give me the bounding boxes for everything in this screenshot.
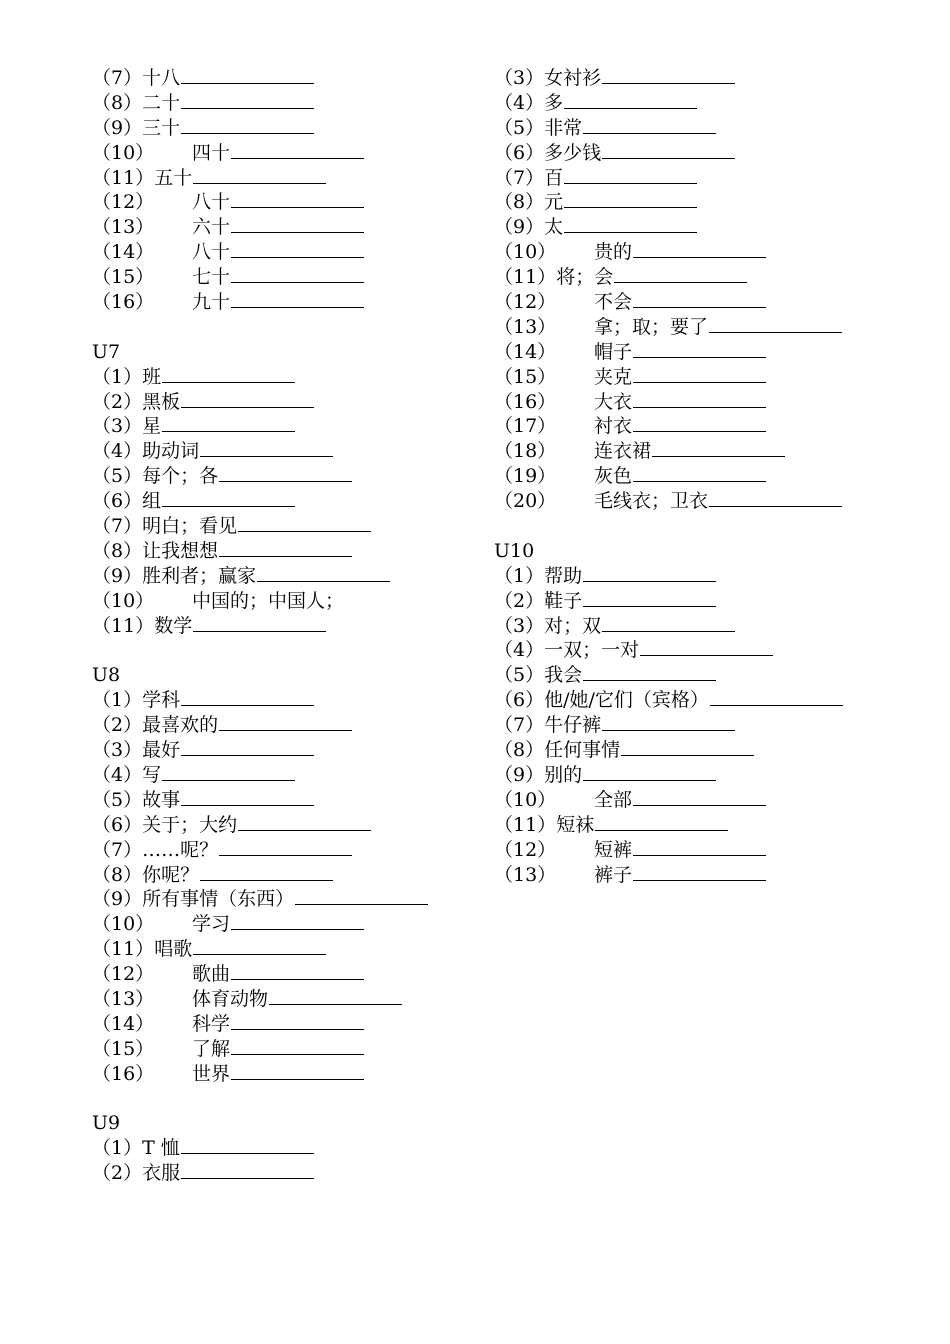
item-number: （5）: [92, 788, 143, 811]
answer-blank-line[interactable]: [231, 206, 364, 208]
item-term: 七十: [192, 266, 231, 289]
item-number: （9）: [92, 888, 143, 911]
vocab-item: [92, 1037, 492, 1062]
unit-heading: U7: [92, 340, 121, 363]
item-term: 世界: [192, 1062, 231, 1085]
item-term: 太: [544, 216, 564, 239]
vocab-item: [92, 589, 492, 614]
item-term: 非常: [544, 116, 583, 139]
answer-blank-line[interactable]: [709, 505, 842, 507]
vocab-item: [92, 713, 492, 738]
answer-blank-line[interactable]: [181, 132, 314, 134]
item-term: 将；会: [556, 266, 614, 289]
vocab-item: [92, 1062, 492, 1087]
item-number: （13）: [494, 315, 557, 338]
item-term: 衬衣: [594, 415, 633, 438]
item-term: 黑板: [142, 390, 181, 413]
item-term: 你呢？: [142, 863, 200, 886]
vocab-item: [92, 91, 492, 116]
vocab-item: [494, 439, 914, 464]
vocab-item: [92, 141, 492, 166]
answer-blank-line[interactable]: [614, 281, 747, 283]
item-number: （16）: [494, 390, 557, 413]
answer-blank-line[interactable]: [602, 82, 735, 84]
answer-blank-line[interactable]: [231, 231, 364, 233]
item-number: （4）: [494, 639, 545, 662]
answer-blank-line[interactable]: [181, 406, 314, 408]
item-number: （8）: [494, 739, 545, 762]
item-term: 短裤: [594, 838, 633, 861]
item-term: 女衬衫: [544, 67, 602, 89]
answer-blank-line[interactable]: [200, 879, 333, 881]
item-term: ……呢？: [142, 838, 219, 861]
item-term: 五十: [154, 166, 193, 189]
item-number: （1）: [92, 365, 143, 388]
item-number: （12）: [92, 191, 155, 214]
item-term: 别的: [544, 763, 583, 786]
answer-blank-line[interactable]: [602, 729, 735, 731]
item-number: （3）: [92, 739, 143, 762]
item-term: 多: [544, 91, 564, 114]
item-number: （6）: [494, 141, 545, 164]
vocab-item: [92, 539, 492, 564]
item-number: （14）: [92, 241, 155, 264]
vocab-item: [494, 414, 914, 439]
item-term: 二十: [142, 91, 181, 114]
item-term: 多少钱: [544, 141, 602, 164]
answer-blank-line[interactable]: [633, 306, 766, 308]
vocab-item: [494, 863, 914, 888]
answer-blank-line[interactable]: [231, 928, 364, 930]
item-term: 组: [142, 490, 162, 513]
item-number: （7）: [494, 714, 545, 737]
vocab-item: [494, 265, 914, 290]
vocab-item: [494, 91, 914, 116]
section-u6: [92, 66, 492, 315]
item-term: 四十: [192, 141, 231, 164]
item-term: 十八: [142, 67, 181, 89]
item-number: （16）: [92, 291, 155, 314]
item-number: （10）: [494, 241, 557, 264]
item-term: 元: [544, 191, 564, 214]
vocab-item: [494, 564, 914, 589]
answer-blank-line[interactable]: [710, 704, 843, 706]
vocab-item: [494, 638, 914, 663]
item-number: （10）: [92, 913, 155, 936]
vocab-item: [494, 713, 914, 738]
answer-blank-line[interactable]: [162, 381, 295, 383]
item-number: （6）: [494, 689, 545, 712]
vocab-item: [92, 439, 492, 464]
answer-blank-line[interactable]: [564, 107, 697, 109]
vocab-item: [494, 614, 914, 639]
item-number: （18）: [494, 440, 557, 463]
answer-blank-line[interactable]: [231, 978, 364, 980]
section-u10: [494, 539, 914, 887]
item-term: 胜利者；赢家: [142, 564, 257, 587]
vocab-item: [92, 738, 492, 763]
item-number: （7）: [92, 515, 143, 538]
vocab-item: [92, 1136, 492, 1161]
item-term: 关于；大约: [142, 813, 238, 836]
item-term: 班: [142, 365, 162, 388]
vocab-item: [92, 66, 492, 91]
left-column: [92, 66, 492, 1186]
item-term: 短袜: [556, 813, 595, 836]
item-term: 九十: [192, 291, 231, 314]
item-term: 科学: [192, 1012, 231, 1035]
item-number: （11）: [92, 614, 155, 637]
answer-blank-line[interactable]: [633, 356, 766, 358]
item-term: 明白；看见: [142, 515, 238, 538]
unit-heading: U8: [92, 664, 121, 687]
answer-blank-line[interactable]: [231, 157, 364, 159]
item-number: （9）: [494, 216, 545, 239]
answer-blank-line[interactable]: [633, 406, 766, 408]
item-number: （11）: [92, 166, 155, 189]
item-number: （12）: [494, 838, 557, 861]
answer-blank-line[interactable]: [200, 455, 333, 457]
vocab-item: [494, 365, 914, 390]
vocab-item: [92, 365, 492, 390]
answer-blank-line[interactable]: [231, 281, 364, 283]
unit-heading: U9: [92, 1112, 121, 1135]
vocab-item: [92, 166, 492, 191]
item-term: 连衣裙: [594, 440, 652, 463]
item-number: （8）: [92, 91, 143, 114]
answer-blank-line[interactable]: [633, 430, 766, 432]
item-term: 对；双: [544, 614, 602, 637]
vocab-item: [92, 788, 492, 813]
answer-blank-line[interactable]: [595, 829, 728, 831]
item-term: 百: [544, 166, 564, 189]
vocab-item: [92, 390, 492, 415]
vocab-item: [494, 215, 914, 240]
item-term: 让我想想: [142, 539, 219, 562]
section-u8: [92, 663, 492, 1086]
answer-blank-line[interactable]: [633, 854, 766, 856]
item-number: （2）: [92, 714, 143, 737]
answer-blank-line[interactable]: [238, 829, 371, 831]
answer-blank-line[interactable]: [583, 779, 716, 781]
answer-blank-line[interactable]: [219, 854, 352, 856]
answer-blank-line[interactable]: [583, 679, 716, 681]
answer-blank-line[interactable]: [564, 182, 697, 184]
answer-blank-line[interactable]: [602, 630, 735, 632]
item-term: 帽子: [594, 340, 633, 363]
item-number: （14）: [494, 340, 557, 363]
item-term: 助动词: [142, 440, 200, 463]
item-number: （3）: [494, 67, 545, 89]
item-number: （10）: [92, 141, 155, 164]
item-term: 不会: [594, 291, 633, 314]
item-term: 八十: [192, 241, 231, 264]
item-term: 灰色: [594, 465, 633, 488]
unit-heading: U10: [494, 539, 535, 562]
item-number: （13）: [494, 863, 557, 886]
item-number: （5）: [92, 465, 143, 488]
item-number: （19）: [494, 465, 557, 488]
answer-blank-line[interactable]: [633, 879, 766, 881]
item-number: （7）: [92, 838, 143, 861]
vocab-item: [494, 838, 914, 863]
item-term: 衣服: [142, 1162, 181, 1185]
answer-blank-line[interactable]: [257, 580, 390, 582]
item-number: （10）: [494, 788, 557, 811]
item-term: 中国的；中国人；: [192, 589, 345, 612]
answer-blank-line[interactable]: [162, 430, 295, 432]
vocab-item: [494, 464, 914, 489]
item-number: （6）: [92, 490, 143, 513]
item-number: （13）: [92, 216, 155, 239]
item-number: （15）: [494, 365, 557, 388]
vocab-item: [494, 290, 914, 315]
vocab-item: [92, 564, 492, 589]
vocab-item: [92, 514, 492, 539]
item-term: 六十: [192, 216, 231, 239]
item-number: （8）: [92, 863, 143, 886]
item-number: （12）: [92, 963, 155, 986]
item-term: 体育动物: [192, 987, 269, 1010]
item-number: （3）: [494, 614, 545, 637]
item-number: （8）: [494, 191, 545, 214]
item-term: 写: [142, 763, 162, 786]
item-number: （4）: [92, 440, 143, 463]
item-number: （9）: [494, 763, 545, 786]
item-term: 他/她/它们（宾格）: [544, 689, 709, 712]
vocab-item: [494, 663, 914, 688]
item-number: （2）: [494, 589, 545, 612]
answer-blank-line[interactable]: [181, 804, 314, 806]
item-term: 一双；一对: [544, 639, 640, 662]
answer-blank-line[interactable]: [193, 182, 326, 184]
item-number: （17）: [494, 415, 557, 438]
item-number: （20）: [494, 490, 557, 513]
vocab-item: [92, 414, 492, 439]
item-number: （6）: [92, 813, 143, 836]
item-number: （7）: [494, 166, 545, 189]
item-term: 三十: [142, 116, 181, 139]
answer-blank-line[interactable]: [583, 580, 716, 582]
item-number: （1）: [92, 1137, 143, 1160]
item-number: （11）: [494, 813, 557, 836]
section-u7: [92, 340, 492, 639]
vocab-item: [92, 937, 492, 962]
answer-blank-line[interactable]: [193, 630, 326, 632]
vocab-item: [92, 116, 492, 141]
answer-blank-line[interactable]: [181, 1177, 314, 1179]
answer-blank-line[interactable]: [583, 132, 716, 134]
vocab-item: [92, 464, 492, 489]
item-term: 贵的: [594, 241, 633, 264]
item-number: （1）: [92, 689, 143, 712]
item-term: T 恤: [142, 1137, 180, 1160]
answer-blank-line[interactable]: [564, 231, 697, 233]
vocab-item: [494, 813, 914, 838]
item-term: 鞋子: [544, 589, 583, 612]
answer-blank-line[interactable]: [633, 256, 766, 258]
item-number: （1）: [494, 564, 545, 587]
answer-blank-line[interactable]: [219, 480, 352, 482]
vocab-item: [494, 315, 914, 340]
answer-blank-line[interactable]: [219, 729, 352, 731]
item-term: 故事: [142, 788, 181, 811]
vocab-item: [494, 166, 914, 191]
answer-blank-line[interactable]: [231, 1028, 364, 1030]
vocab-item: [494, 190, 914, 215]
vocab-item: [92, 265, 492, 290]
item-number: （7）: [92, 67, 143, 89]
item-number: （9）: [92, 116, 143, 139]
item-term: 牛仔裤: [544, 714, 602, 737]
item-number: （14）: [92, 1012, 155, 1035]
vocab-item: [494, 390, 914, 415]
answer-blank-line[interactable]: [162, 505, 295, 507]
vocab-item: [494, 688, 914, 713]
answer-blank-line[interactable]: [602, 157, 735, 159]
answer-blank-line[interactable]: [633, 804, 766, 806]
vocab-item: [92, 887, 492, 912]
answer-blank-line[interactable]: [269, 1003, 402, 1005]
vocab-item: [494, 141, 914, 166]
item-number: （4）: [92, 763, 143, 786]
item-term: 每个；各: [142, 465, 219, 488]
item-term: 学习: [192, 913, 231, 936]
vocab-item: [494, 589, 914, 614]
answer-blank-line[interactable]: [621, 754, 754, 756]
vocab-item: [92, 813, 492, 838]
item-number: （3）: [92, 415, 143, 438]
item-term: 最好: [142, 739, 181, 762]
vocab-item: [92, 962, 492, 987]
vocab-item: [494, 240, 914, 265]
vocab-item: [494, 489, 914, 514]
item-term: 学科: [142, 689, 181, 712]
item-number: （2）: [92, 1162, 143, 1185]
answer-blank-line[interactable]: [162, 779, 295, 781]
item-term: 星: [142, 415, 162, 438]
item-number: （9）: [92, 564, 143, 587]
item-number: （10）: [92, 589, 155, 612]
right-column: [494, 66, 914, 887]
vocab-item: [92, 190, 492, 215]
answer-blank-line[interactable]: [633, 480, 766, 482]
answer-blank-line[interactable]: [181, 704, 314, 706]
item-term: 大衣: [594, 390, 633, 413]
vocab-item: [92, 688, 492, 713]
vocab-item: [92, 614, 492, 639]
vocab-item: [494, 788, 914, 813]
item-number: （2）: [92, 390, 143, 413]
item-term: 任何事情: [544, 739, 621, 762]
answer-blank-line[interactable]: [295, 903, 428, 905]
item-number: （5）: [494, 116, 545, 139]
vocab-item: [494, 116, 914, 141]
vocab-item: [494, 66, 914, 91]
answer-blank-line[interactable]: [652, 455, 785, 457]
item-number: （15）: [92, 266, 155, 289]
answer-blank-line[interactable]: [231, 306, 364, 308]
vocab-item: [92, 215, 492, 240]
answer-blank-line[interactable]: [709, 331, 842, 333]
answer-blank-line[interactable]: [231, 256, 364, 258]
answer-blank-line[interactable]: [583, 605, 716, 607]
answer-blank-line[interactable]: [238, 530, 371, 532]
item-term: 夹克: [594, 365, 633, 388]
vocab-item: [92, 489, 492, 514]
item-term: 裤子: [594, 863, 633, 886]
answer-blank-line[interactable]: [640, 654, 773, 656]
item-number: （4）: [494, 91, 545, 114]
item-term: 歌曲: [192, 963, 231, 986]
answer-blank-line[interactable]: [181, 82, 314, 84]
vocab-item: [92, 838, 492, 863]
item-number: （5）: [494, 664, 545, 687]
item-term: 所有事情（东西）: [142, 888, 295, 911]
item-term: 数学: [154, 614, 193, 637]
answer-blank-line[interactable]: [219, 555, 352, 557]
answer-blank-line[interactable]: [633, 381, 766, 383]
section-u9-part1: [92, 1111, 492, 1186]
vocab-item: [92, 987, 492, 1012]
item-term: 全部: [594, 788, 633, 811]
item-term: 了解: [192, 1037, 231, 1060]
section-u9-part2: [494, 66, 914, 514]
vocab-item: [92, 763, 492, 788]
item-number: （11）: [92, 938, 155, 961]
answer-blank-line[interactable]: [181, 754, 314, 756]
vocab-item: [494, 340, 914, 365]
vocab-item: [92, 240, 492, 265]
answer-blank-line[interactable]: [181, 1152, 314, 1154]
item-term: 唱歌: [154, 938, 193, 961]
item-term: 最喜欢的: [142, 714, 219, 737]
item-term: 拿；取；要了: [594, 315, 709, 338]
answer-blank-line[interactable]: [181, 107, 314, 109]
item-number: （15）: [92, 1037, 155, 1060]
answer-blank-line[interactable]: [564, 206, 697, 208]
vocab-item: [92, 863, 492, 888]
item-term: 八十: [192, 191, 231, 214]
vocab-item: [92, 1161, 492, 1186]
vocab-item: [92, 1012, 492, 1037]
vocab-item: [494, 763, 914, 788]
answer-blank-line[interactable]: [231, 1053, 364, 1055]
item-number: （16）: [92, 1062, 155, 1085]
item-number: （11）: [494, 266, 557, 289]
item-term: 我会: [544, 664, 583, 687]
item-term: 帮助: [544, 564, 583, 587]
item-term: 毛线衣；卫衣: [594, 490, 709, 513]
item-number: （8）: [92, 539, 143, 562]
answer-blank-line[interactable]: [231, 1078, 364, 1080]
vocab-item: [494, 738, 914, 763]
vocab-item: [92, 290, 492, 315]
item-number: （12）: [494, 291, 557, 314]
vocab-item: [92, 912, 492, 937]
answer-blank-line[interactable]: [193, 953, 326, 955]
item-number: （13）: [92, 987, 155, 1010]
